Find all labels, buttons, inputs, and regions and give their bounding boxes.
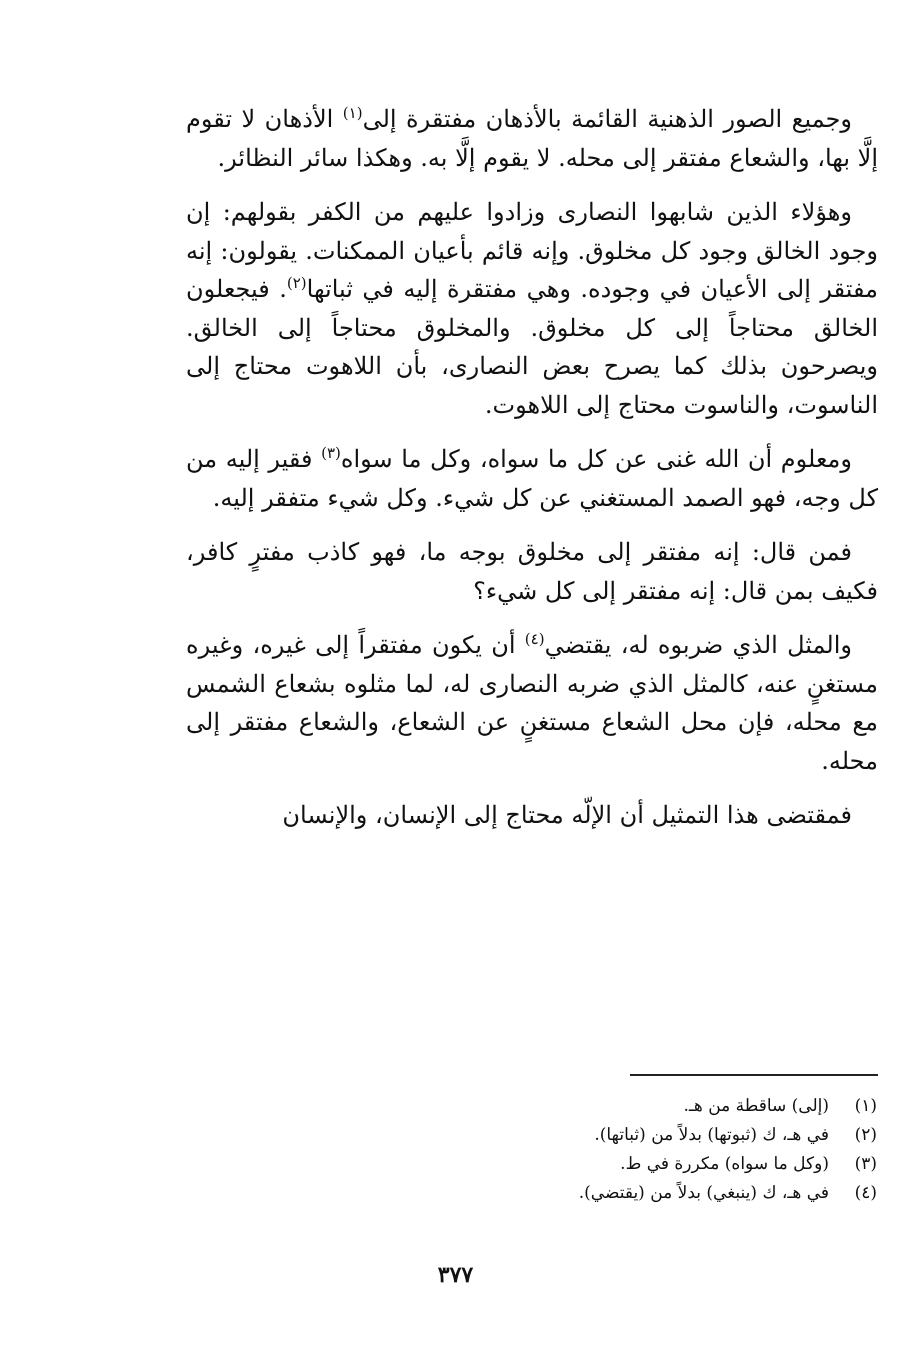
footnote-ref-3: (٣) xyxy=(321,444,341,462)
paragraph-6 xyxy=(186,796,878,835)
footnote-number: (٣) xyxy=(854,1154,877,1174)
footnote-item xyxy=(377,1150,877,1179)
footnote-item xyxy=(377,1092,877,1121)
paragraph-text: والمثل الذي ضربوه له، يقتضي xyxy=(544,631,852,659)
footnote-text: (إلى) ساقطة من هـ. xyxy=(683,1096,829,1116)
paragraph-3 xyxy=(186,440,878,517)
footnotes xyxy=(377,1092,877,1208)
paragraph-text: فمقتضى هذا التمثيل أن الإلّه محتاج إلى الإنسان، والإنسان xyxy=(282,801,852,829)
paragraph-1 xyxy=(186,100,878,177)
main-text xyxy=(186,100,878,851)
paragraph-text: وجميع الصور الذهنية القائمة بالأذهان مفتقرة إلى xyxy=(362,105,852,133)
paragraph-5 xyxy=(186,626,878,780)
paragraph-text: الأذهان لا تقوم إلَّا بها، والشعاع مفتقر إلى محله. لا يقوم إلَّا به. وهكذا سائر النظائر. xyxy=(186,105,878,172)
footnote-item xyxy=(377,1179,877,1208)
footnote-ref-4: (٤) xyxy=(524,630,545,648)
footnote-item xyxy=(377,1121,877,1150)
footnote-text: في هـ، ك (ينبغي) بدلاً من (يقتضي). xyxy=(578,1183,829,1203)
paragraph-4 xyxy=(186,533,878,610)
paragraph-text: وهؤلاء الذين شابهوا النصارى وزادوا عليهم من الكفر بقولهم: إن وجود الخالق وجود كل مخلوق. وإنه قائم بأعيان الممكنات. يقولون: إنه مفتقر إلى الأعيان في وجوده. وهي مفتقرة إليه في ثباتها xyxy=(186,198,878,303)
footnote-text: (وكل ما سواه) مكررة في ط. xyxy=(620,1154,829,1174)
paragraph-2 xyxy=(186,193,878,424)
paragraph-text: ومعلوم أن الله غنى عن كل ما سواه، وكل ما سواه xyxy=(340,445,852,473)
footnote-number: (٢) xyxy=(854,1125,877,1145)
footnote-number: (٤) xyxy=(854,1183,877,1203)
paragraph-text: أن يكون مفتقراً إلى غيره، وغيره مستغنٍ عنه، كالمثل الذي ضربه النصارى له، لما مثلوه بشعاع الشمس مع محله، فإن محل الشعاع مستغنٍ عن الشعاع، والشعاع مفتقر إلى محله. xyxy=(186,631,878,775)
footnote-number: (١) xyxy=(854,1096,877,1116)
footnote-ref-1: (١) xyxy=(342,104,363,122)
footnote-divider xyxy=(630,1074,878,1076)
paragraph-text: . فيجعلون الخالق محتاجاً إلى كل مخلوق. والمخلوق محتاجاً إلى الخالق. ويصرحون بذلك كما يصرح بعض النصارى، بأن اللاهوت محتاج إلى الناسوت، والناسوت محتاج إلى اللاهوت. xyxy=(186,275,878,419)
footnote-ref-2: (٢) xyxy=(286,274,307,292)
paragraph-text: فقير إليه من كل وجه، فهو الصمد المستغني عن كل شيء. وكل شيء متفقر إليه. xyxy=(186,445,878,512)
page-number: ٣٧٧ xyxy=(437,1262,474,1288)
paragraph-text: فمن قال: إنه مفتقر إلى مخلوق بوجه ما، فهو كاذب مفترٍ كافر، فكيف بمن قال: إنه مفتقر إلى كل شيء؟ xyxy=(186,538,878,605)
footnote-text: في هـ، ك (ثبوتها) بدلاً من (ثباتها). xyxy=(594,1125,829,1145)
